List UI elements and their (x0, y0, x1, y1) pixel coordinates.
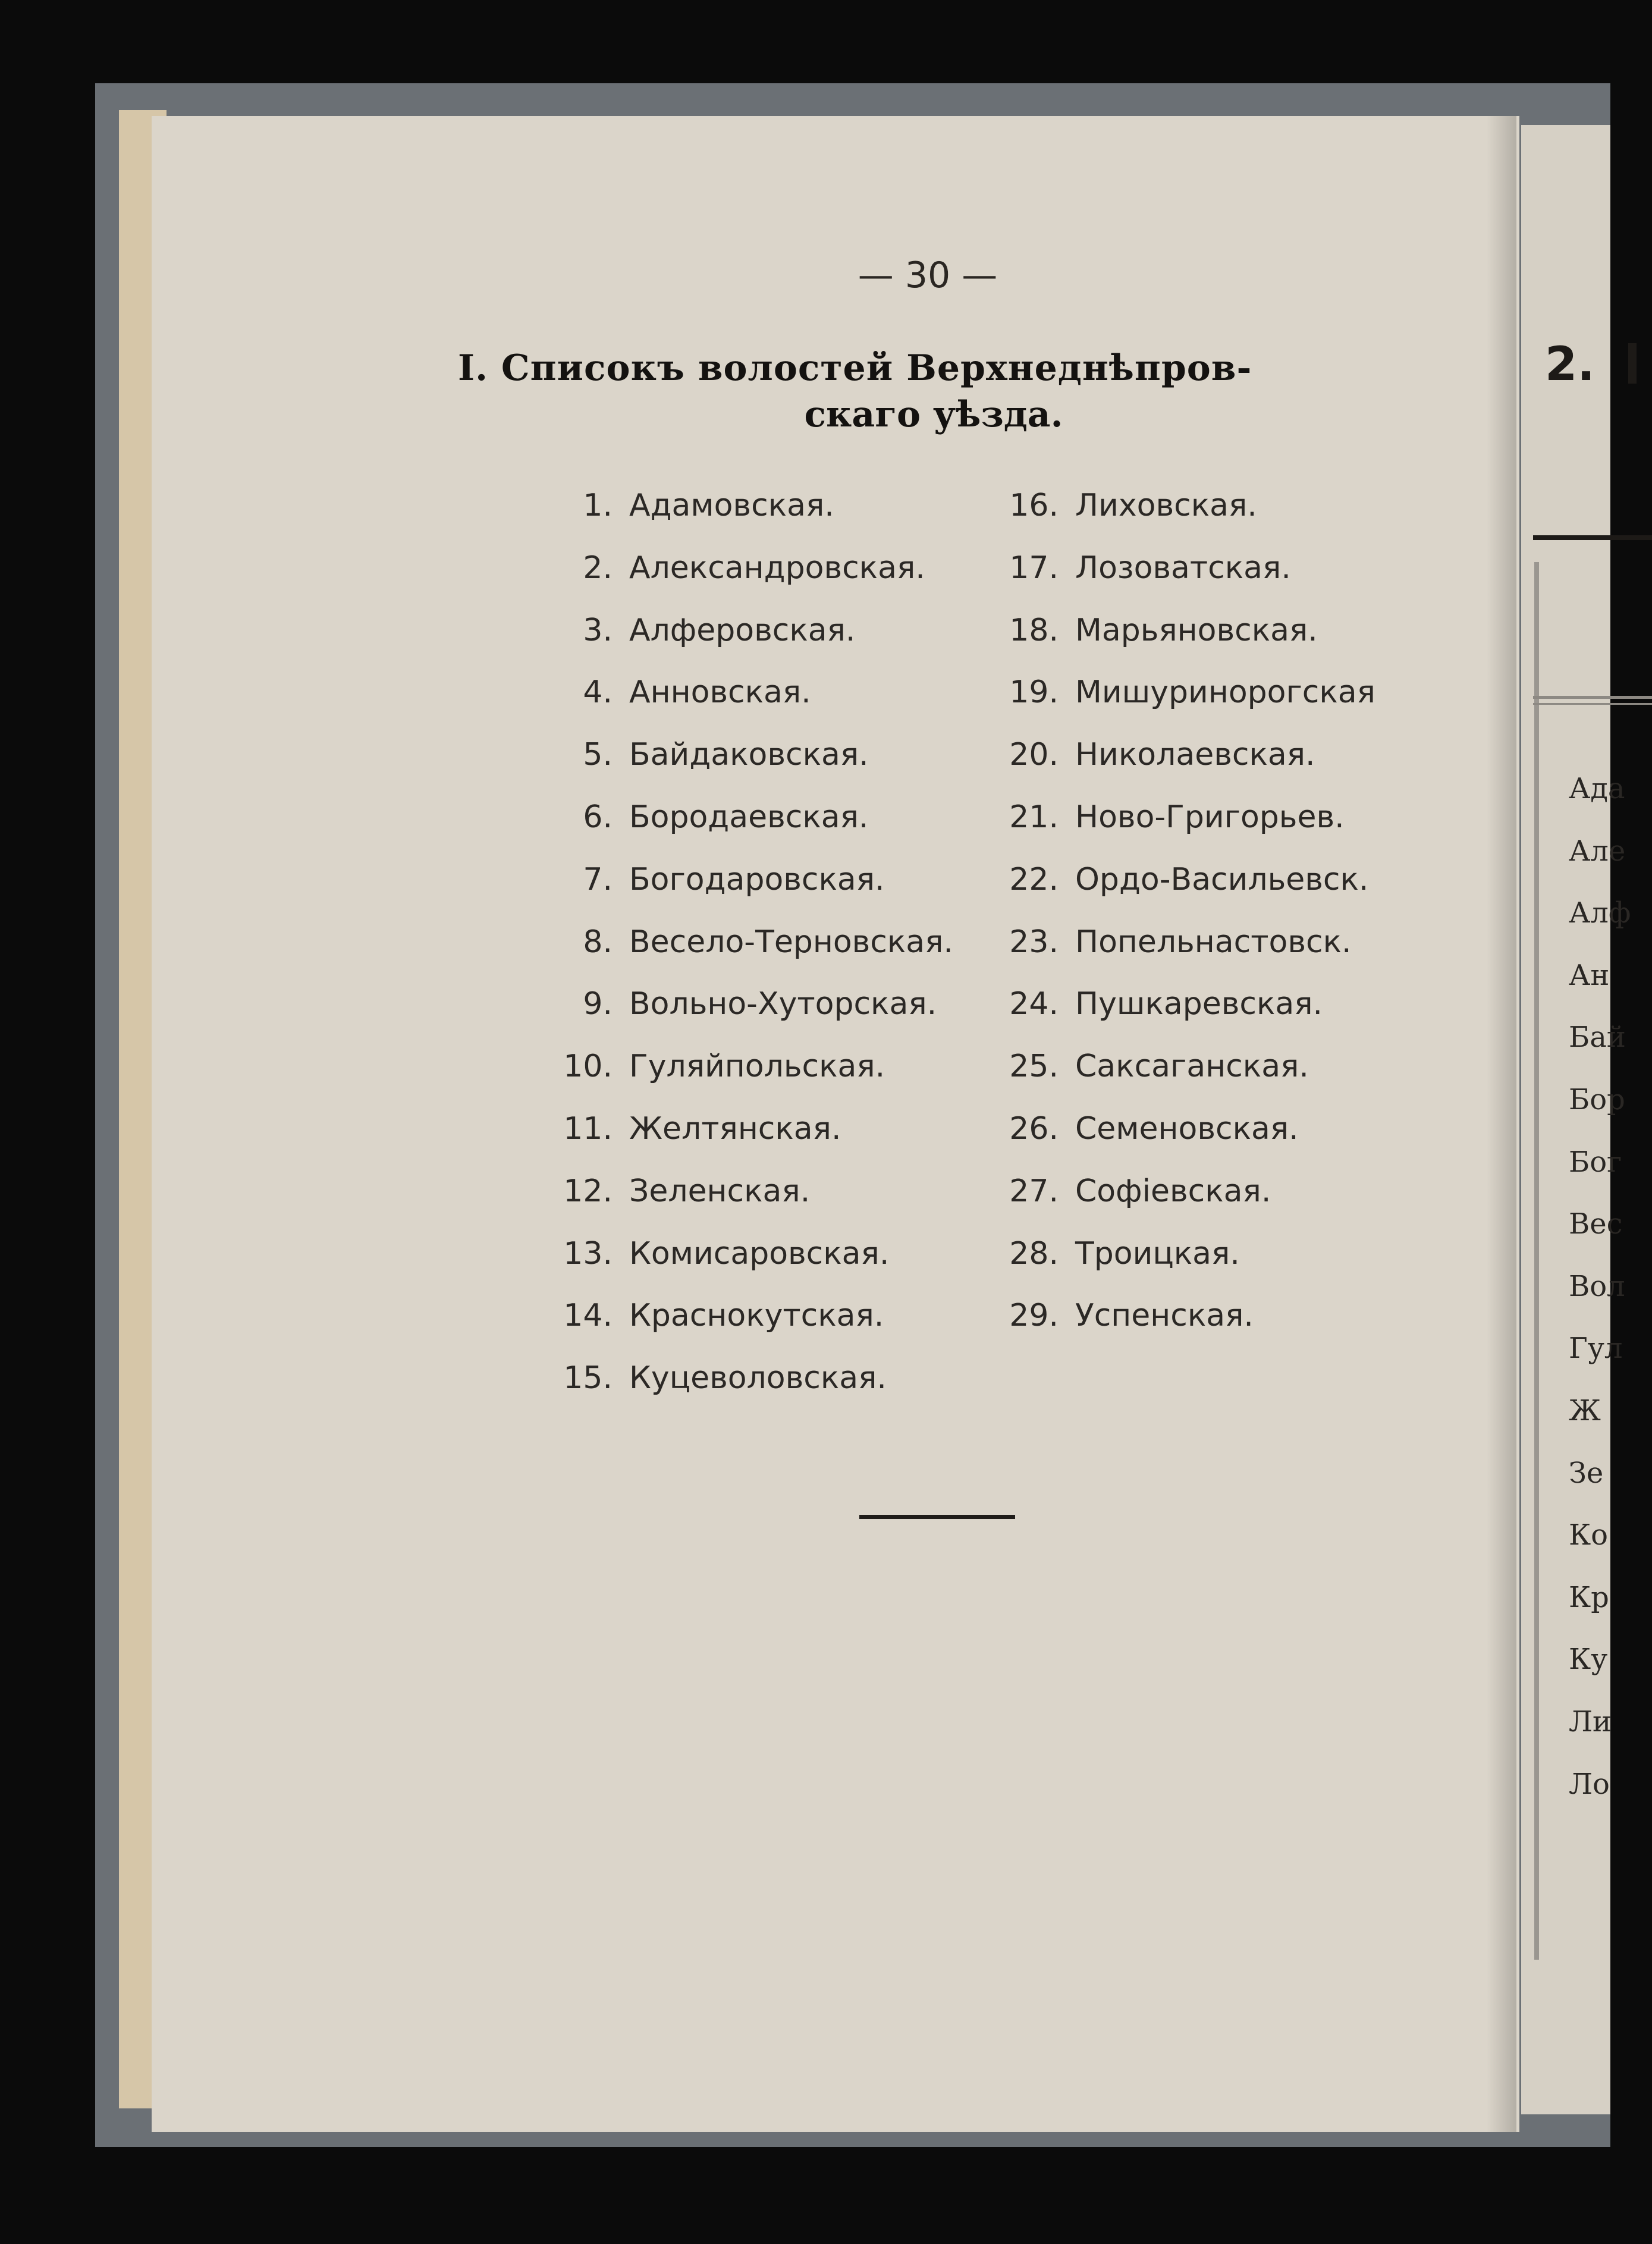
list-item (1005, 490, 1375, 553)
list-item (529, 1173, 953, 1238)
list-item: Ко (1569, 1518, 1609, 1552)
right-page-list (1569, 774, 1631, 1832)
list-item (529, 1360, 953, 1425)
item-number: 3. (583, 612, 613, 648)
item-name: Ордо-Васильевск. (1075, 861, 1369, 897)
list-item: Кр (1569, 1580, 1609, 1614)
item-name: Троицкая. (1075, 1235, 1240, 1272)
item-name: Успенская. (1075, 1298, 1254, 1334)
list-item: Бог (1569, 1145, 1622, 1179)
list-item: Ли (1569, 1705, 1612, 1738)
item-number: 6. (583, 799, 613, 835)
list-item: Ж (1569, 1394, 1601, 1427)
item-number: 17. (1009, 550, 1059, 586)
district-list-column-2 (1005, 490, 1375, 1363)
list-item: Вол (1569, 1269, 1625, 1303)
item-name: Лозоватская. (1075, 550, 1291, 586)
list-item (529, 1235, 953, 1301)
list-item (529, 490, 953, 553)
item-name: Адамовская. (629, 488, 834, 523)
right-page-heading (1545, 338, 1637, 391)
list-item (1005, 1235, 1375, 1301)
item-name: Ново-Григорьев. (1075, 799, 1345, 835)
item-number: 18. (1009, 612, 1059, 648)
heading-line-2: скаго уѣзда. (804, 394, 1063, 435)
district-list-column-1 (529, 490, 953, 1425)
item-number: 23. (1009, 924, 1059, 960)
list-item: Ло (1569, 1767, 1610, 1801)
item-number: 8. (583, 924, 613, 960)
item-number: 26. (1009, 1110, 1059, 1147)
list-item (1005, 1110, 1375, 1176)
list-item (529, 799, 953, 864)
item-number: 20. (1009, 737, 1059, 773)
right-page-rule (1533, 535, 1652, 540)
list-item (529, 1110, 953, 1176)
item-number: 16. (1009, 488, 1059, 523)
list-item: Бай (1569, 1021, 1626, 1054)
list-item: Зе (1569, 1456, 1604, 1490)
list-item (529, 1051, 953, 1113)
item-number: 13. (563, 1235, 613, 1272)
right-page-table-rule (1533, 696, 1652, 699)
list-item (529, 861, 953, 927)
list-item (1005, 674, 1375, 739)
item-number: 14. (563, 1298, 613, 1334)
item-name: Бородаевская. (629, 799, 869, 835)
item-name: Байдаковская. (629, 737, 869, 773)
item-name: Весело-Терновская. (629, 924, 953, 960)
list-item: Ку (1569, 1643, 1608, 1677)
right-page-table-rule (1533, 703, 1652, 705)
item-name: Лиховская. (1075, 488, 1257, 523)
list-item: Вес (1569, 1207, 1623, 1241)
list-item (529, 674, 953, 739)
list-item (529, 924, 953, 989)
item-name: Желтянская. (629, 1110, 841, 1147)
item-number: 4. (583, 674, 613, 711)
item-name: Семеновская. (1075, 1110, 1299, 1147)
item-name: Пушкаревская. (1075, 986, 1323, 1022)
right-page-table-border (1534, 562, 1539, 1960)
list-item (1005, 1051, 1375, 1113)
list-item (529, 1300, 953, 1363)
item-name: Мишуринорогская (1075, 674, 1375, 711)
list-item (529, 988, 953, 1051)
list-item (1005, 550, 1375, 615)
right-page-fragment (1521, 125, 1631, 2114)
item-number: 1. (583, 488, 613, 523)
item-number: 10. (563, 1049, 613, 1085)
book-gutter (1487, 116, 1516, 2132)
item-name: Гуляйпольская. (629, 1049, 885, 1085)
list-heading (458, 345, 1409, 438)
item-number: 15. (563, 1360, 613, 1396)
list-item (529, 550, 953, 615)
list-item (1005, 861, 1375, 927)
list-item (529, 612, 953, 677)
item-name: Зеленская. (629, 1173, 811, 1209)
item-number: 22. (1009, 861, 1059, 897)
list-item (1005, 799, 1375, 864)
item-number: 7. (583, 861, 613, 897)
item-number: 12. (563, 1173, 613, 1209)
item-number: 11. (563, 1110, 613, 1147)
item-name: Марьяновская. (1075, 612, 1318, 648)
item-name: Алферовская. (629, 612, 856, 648)
list-item: Ан (1569, 958, 1610, 992)
list-item (1005, 739, 1375, 802)
right-heading-cut-letter (1628, 343, 1637, 384)
list-item (1005, 612, 1375, 677)
item-name: Вольно-Хуторская. (629, 986, 937, 1022)
list-item: Але (1569, 834, 1626, 868)
list-item (1005, 1173, 1375, 1238)
list-item: Ада (1569, 772, 1625, 805)
item-number: 25. (1009, 1049, 1059, 1085)
item-name: Саксаганская. (1075, 1049, 1309, 1085)
item-number: 27. (1009, 1173, 1059, 1209)
item-name: Николаевская. (1075, 737, 1315, 773)
item-number: 2. (583, 550, 613, 586)
item-number: 21. (1009, 799, 1059, 835)
list-item (529, 739, 953, 802)
page-number: — 30 — (858, 255, 998, 296)
item-name: Краснокутская. (629, 1298, 884, 1334)
item-number: 24. (1009, 986, 1059, 1022)
item-name: Софіевская. (1075, 1173, 1271, 1209)
heading-line-1: I. Списокъ волостей Верхнеднѣпров- (458, 347, 1252, 389)
item-number: 9. (583, 986, 613, 1022)
item-name: Попельнастовск. (1075, 924, 1352, 960)
item-name: Анновская. (629, 674, 811, 711)
list-item (1005, 988, 1375, 1051)
item-number: 28. (1009, 1235, 1059, 1272)
item-name: Александровская. (629, 550, 925, 586)
right-heading-number: 2. (1545, 338, 1595, 391)
list-item: Бор (1569, 1082, 1625, 1116)
item-number: 5. (583, 737, 613, 773)
closing-rule (859, 1515, 1015, 1519)
list-item: Гул (1569, 1332, 1623, 1366)
item-name: Богодаровская. (629, 861, 885, 897)
list-item (1005, 924, 1375, 989)
list-item: Алф (1569, 896, 1631, 930)
item-number: 19. (1009, 674, 1059, 711)
item-number: 29. (1009, 1298, 1059, 1334)
item-name: Комисаровская. (629, 1235, 890, 1272)
item-name: Куцеволовская. (629, 1360, 887, 1396)
list-item (1005, 1300, 1375, 1363)
